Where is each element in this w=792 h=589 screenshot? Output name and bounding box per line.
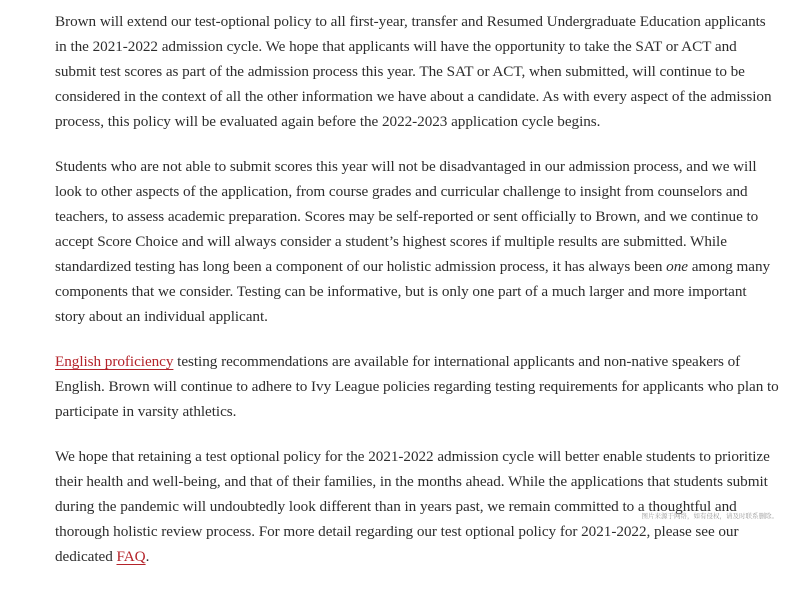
paragraph-test-optional-policy bbox=[55, 9, 780, 134]
paragraph-text: We hope that retaining a test optional policy for the 2021-2022 admission cycle will better enable students to prioritize their health and well-being, and that of their families, in the months ahead. While the applications that students submit during the pandemic will undoubtedly look different than in years past, we remain committed to a thoughtful and thorough holistic review process. For more detail regarding our test optional policy for 2021-2022, please see our dedicated bbox=[55, 448, 770, 565]
paragraph-text: among many components that we consider. Testing can be informative, but is only one part of a much larger and more important story about an individual applicant. bbox=[55, 258, 770, 325]
paragraph-english-proficiency bbox=[55, 349, 780, 424]
faq-link[interactable]: FAQ bbox=[116, 548, 145, 565]
paragraph-text: Brown will extend our test-optional policy to all first-year, transfer and Resumed Undergraduate Education applicants in the 2021-2022 admission cycle. We hope that applicants will have the opportunity to take the SAT or ACT and submit test scores as part of the admission process this year. The SAT or ACT, when submitted, will continue to be considered in the context of all the other information we have about a candidate. As with every aspect of the admission process, this policy will be evaluated again before the 2022-2023 application cycle begins. bbox=[55, 13, 772, 130]
paragraph-text: Students who are not able to submit scores this year will not be disadvantaged in our admission process, and we will look to other aspects of the application, from course grades and curricular challenge to insight from counselors and teachers, to assess academic preparation. Scores may be self-reported or sent officially to Brown, and we continue to accept Score Choice and will always consider a student’s highest scores if multiple results are submitted. While standardized testing has long been a component of our holistic admission process, it has always been bbox=[55, 158, 758, 275]
paragraph-text: . bbox=[146, 548, 150, 565]
emphasis-one: one bbox=[666, 258, 688, 275]
paragraph-text: testing recommendations are available for international applicants and non-native speakers of English. Brown will continue to adhere to Ivy League policies regarding testing requirements for applicants who plan to participate in varsity athletics. bbox=[55, 353, 779, 420]
paragraph-no-scores bbox=[55, 154, 780, 329]
watermark: 图片来源于网络，如有侵权，请及时联系删除。 bbox=[642, 511, 779, 520]
paragraph-wellbeing bbox=[55, 444, 780, 569]
article-body bbox=[55, 9, 780, 589]
english-proficiency-link[interactable]: English proficiency bbox=[55, 353, 173, 370]
